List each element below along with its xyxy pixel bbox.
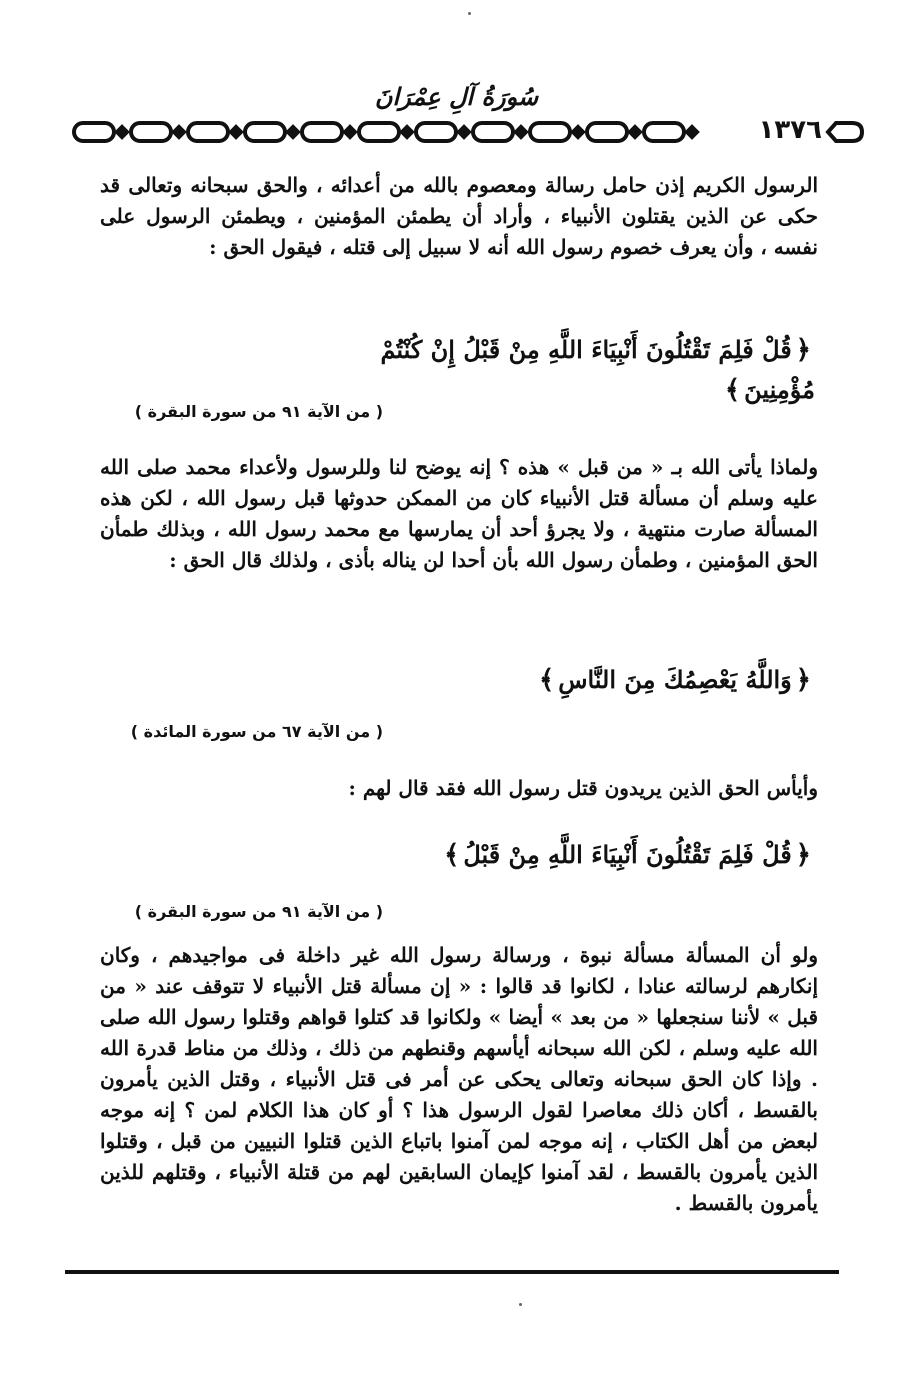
quran-verse-3 (360, 835, 815, 875)
bottom-rule (65, 1270, 839, 1274)
paragraph-4: ولو أن المسألة مسألة نبوة ، ورسالة رسول الله غير داخلة فى مواجيدهم ، وكان إنكارهم لرسالته عنادا ، لكانوا قد قالوا : « إن مسألة قتل الأنبياء لا تتوقف عند « من قبل » لأننا سنجعلها « من بعد » أيضا » ولكانوا قد كتلوا قواهم وقتلوا رسول الله صلى الله عليه وسلم ، لكن الله سبحانه أيأسهم وقنطهم من ذلك ، وذلك من مناط قدرة الله . وإذا كان الحق سبحانه وتعالى يحكى عن أمر فى قتل الأنبياء ، وقتل الذين يأمرون بالقسط ، أكان ذلك معاصرا لقول الرسول هذا ؟ أو كان هذا الكلام لمن ؟ إنه موجه لبعض من أهل الكتاب ، إنه موجه لمن آمنوا باتباع الذين قتلوا النبيين من قبل ، وقتلوا الذين يأمرون بالقسط ، لقد آمنوا كإيمان السابقين لهم من قتلة الأنبياء ، وقتلهم للذين يأمرون بالقسط . (100, 943, 818, 1215)
verse-close-bracket: ﴾ (724, 375, 741, 405)
surah-title: سُورَةُ آلِ عِمْرَانَ (374, 82, 539, 111)
paragraph-3: وأيأس الحق الذين يريدون قتل رسول الله فقد قال لهم : (348, 776, 818, 800)
verse-text: وَاللَّهُ يَعْصِمُكَ مِنَ النَّاسِ (558, 665, 792, 694)
verse-text: قُلْ فَلِمَ تَقْتُلُونَ أَنْبِيَاءَ اللَّهِ مِنْ قَبْلُ (463, 840, 792, 869)
verse-open-bracket: ﴿ (795, 840, 811, 870)
verse-open-bracket: ﴿ (795, 665, 811, 695)
verse-text: قُلْ فَلِمَ تَقْتُلُونَ أَنْبِيَاءَ اللَّهِ مِنْ قَبْلُ إِنْ كُنْتُمْ مُؤْمِنِينَ (380, 335, 815, 404)
reference-text: ( من الآية ٩١ من سورة البقرة ) (134, 402, 383, 421)
verse-open-bracket: ﴿ (795, 335, 811, 365)
verse-close-bracket: ﴾ (444, 840, 460, 870)
page-number: ١٣٧٦ (758, 115, 822, 145)
scan-speck (519, 1303, 522, 1306)
scan-speck (468, 12, 471, 15)
quran-verse-2 (360, 660, 815, 700)
reference-text: ( من الآية ٩١ من سورة البقرة ) (134, 902, 383, 921)
chain-end-icon (824, 118, 864, 146)
ornamental-chain-icon (70, 118, 725, 146)
reference-text: ( من الآية ٦٧ من سورة المائدة ) (130, 722, 383, 741)
paragraph-1: الرسول الكريم إذن حامل رسالة ومعصوم بالله من أعدائه ، والحق سبحانه وتعالى قد حكى عن الذين يقتلون الأنبياء ، وأراد أن يطمئن المؤمنين ، ويطمئن الرسول على نفسه ، وأن يعرف خصوم رسول الله أنه لا سبيل إلى قتله ، فيقول الحق : (100, 173, 818, 259)
paragraph-2: ولماذا يأتى الله بـ « من قبل » هذه ؟ إنه يوضح لنا وللرسول ولأعداء محمد صلى الله عليه وسلم أن مسألة قتل الأنبياء كان من الممكن حدوثها قبل رسول الله ، لكن هذه المسألة صارت منتهية ، ولا يجرؤ أحد أن يمارسها مع محمد رسول الله ، وبذلك طمأن الحق المؤمنين ، وطمأن رسول الله بأن أحدا لن يناله بأذى ، ولذلك قال الحق : (100, 455, 819, 572)
page-header (70, 115, 840, 146)
verse-close-bracket: ﴾ (538, 665, 555, 695)
quran-verse-1 (360, 330, 815, 405)
